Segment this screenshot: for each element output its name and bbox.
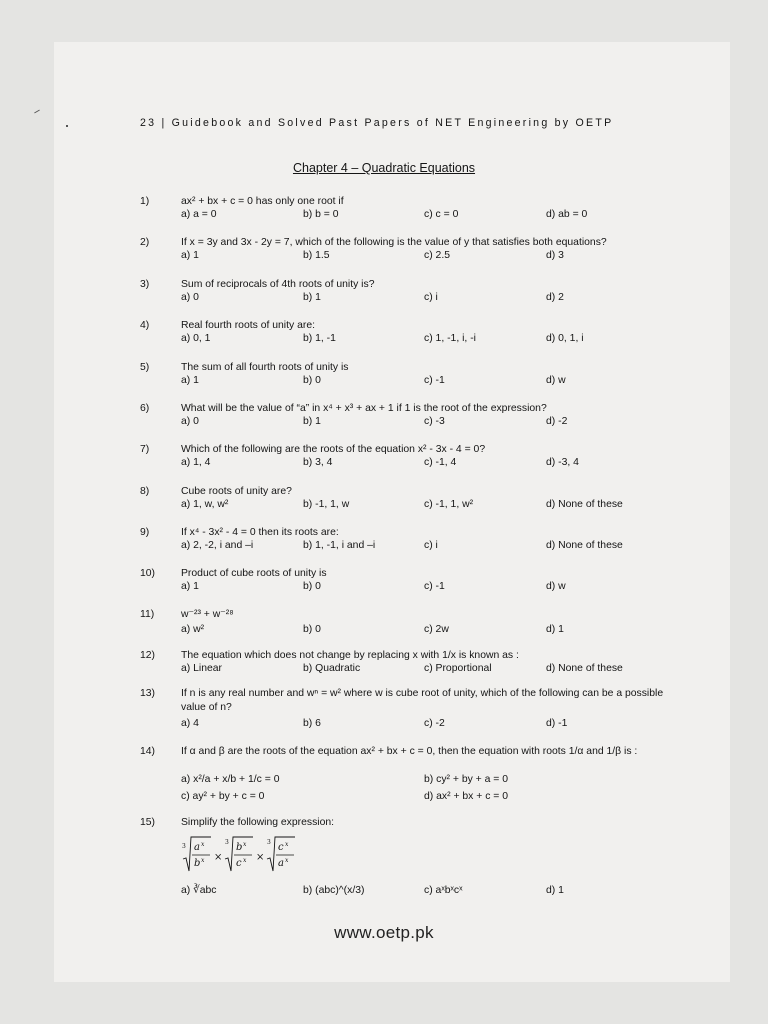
svg-text:b: b bbox=[194, 858, 201, 869]
question-stem: What will be the value of “a” in x⁴ + x³ + ax + 1 if 1 is the root of the expression? bbox=[181, 403, 547, 414]
option-d: d) -2 bbox=[546, 416, 568, 427]
option-d: d) None of these bbox=[546, 540, 623, 551]
question-stem: The equation which does not change by replacing x with 1/x is known as : bbox=[181, 650, 519, 661]
option-a: a) 1, w, w² bbox=[181, 499, 229, 510]
scan-mark bbox=[66, 125, 68, 127]
question-stem: w⁻²³ + w⁻²⁸ bbox=[181, 609, 234, 620]
question-stem: Sum of reciprocals of 4th roots of unity is? bbox=[181, 279, 375, 290]
option-d: d) None of these bbox=[546, 663, 623, 674]
option-c: c) i bbox=[424, 292, 438, 303]
question-stem: If x = 3y and 3x - 2y = 7, which of the following is the value of y that satisfies both equations? bbox=[181, 237, 607, 248]
option-c: c) -1, 1, w² bbox=[424, 499, 474, 510]
option-c: c) -2 bbox=[424, 718, 445, 729]
question-number: 8) bbox=[140, 486, 150, 497]
option-c: c) -3 bbox=[424, 416, 445, 427]
option-a: a) x²/a + x/b + 1/c = 0 bbox=[181, 774, 280, 785]
option-d: d) ax² + bx + c = 0 bbox=[424, 791, 509, 802]
question-number: 14) bbox=[140, 746, 156, 757]
question-stem: Simplify the following expression: bbox=[181, 817, 335, 828]
option-a: a) 1 bbox=[181, 581, 199, 592]
svg-text:x: x bbox=[285, 857, 289, 864]
option-a: a) 1 bbox=[181, 375, 199, 386]
question-number: 3) bbox=[140, 279, 150, 290]
question-number: 4) bbox=[140, 320, 150, 331]
svg-text:×: × bbox=[214, 852, 223, 863]
question-number: 12) bbox=[140, 650, 156, 661]
question-number: 7) bbox=[140, 444, 150, 455]
option-c: c) c = 0 bbox=[424, 209, 459, 220]
svg-text:a: a bbox=[278, 858, 284, 869]
svg-text:×: × bbox=[256, 852, 265, 863]
option-b: b) 1, -1, i and –i bbox=[303, 540, 376, 551]
question-number: 15) bbox=[140, 817, 156, 828]
option-b: b) 1.5 bbox=[303, 250, 330, 261]
option-d: d) 1 bbox=[546, 624, 564, 635]
option-b: b) -1, 1, w bbox=[303, 499, 350, 510]
question-number: 5) bbox=[140, 362, 150, 373]
svg-text:3: 3 bbox=[267, 839, 271, 846]
option-b: b) b = 0 bbox=[303, 209, 339, 220]
option-d: d) w bbox=[546, 375, 566, 386]
svg-text:x: x bbox=[243, 841, 247, 848]
option-d: d) 0, 1, i bbox=[546, 333, 584, 344]
question-stem: The sum of all fourth roots of unity is bbox=[181, 362, 349, 373]
option-d: d) w bbox=[546, 581, 566, 592]
svg-text:x: x bbox=[201, 841, 205, 848]
option-c: c) i bbox=[424, 540, 438, 551]
option-b: b) 1, -1 bbox=[303, 333, 336, 344]
option-a: a) 2, -2, i and –i bbox=[181, 540, 254, 551]
option-d: d) -3, 4 bbox=[546, 457, 579, 468]
option-c: c) aˣbˣcˣ bbox=[424, 885, 463, 896]
question-number: 1) bbox=[140, 196, 150, 207]
question-stem: Product of cube roots of unity is bbox=[181, 568, 327, 579]
question-stem: Which of the following are the roots of the equation x² - 3x - 4 = 0? bbox=[181, 444, 486, 455]
option-b: b) 0 bbox=[303, 375, 321, 386]
option-d: d) None of these bbox=[546, 499, 623, 510]
option-b: b) 1 bbox=[303, 416, 321, 427]
option-b: b) 1 bbox=[303, 292, 321, 303]
chapter-title: Chapter 4 – Quadratic Equations bbox=[292, 161, 476, 175]
option-c: c) 2.5 bbox=[424, 250, 450, 261]
option-a: a) w² bbox=[181, 624, 205, 635]
option-b: b) 0 bbox=[303, 624, 321, 635]
question-stem: ax² + bx + c = 0 has only one root if bbox=[181, 196, 344, 207]
question-number: 9) bbox=[140, 527, 150, 538]
question-number: 13) bbox=[140, 688, 156, 699]
svg-text:x: x bbox=[285, 841, 289, 848]
question-stem: Cube roots of unity are? bbox=[181, 486, 292, 497]
option-c: c) 2w bbox=[424, 624, 449, 635]
page-sheet bbox=[54, 42, 730, 982]
option-c: c) Proportional bbox=[424, 663, 492, 674]
question-stem: If n is any real number and wⁿ = w² where w is cube root of unity, which of the following can be a possible value of n? bbox=[181, 688, 664, 713]
option-c: c) -1 bbox=[424, 375, 445, 386]
option-a: a) 1 bbox=[181, 250, 199, 261]
svg-text:a: a bbox=[194, 842, 200, 853]
option-b: b) (abc)^(x/3) bbox=[303, 885, 365, 896]
svg-text:3: 3 bbox=[182, 843, 186, 850]
option-b: b) cy² + by + a = 0 bbox=[424, 774, 509, 785]
option-a: a) 4 bbox=[181, 718, 199, 729]
option-c: c) ay² + by + c = 0 bbox=[181, 791, 265, 802]
option-c: c) -1 bbox=[424, 581, 445, 592]
footer-url: www.oetp.pk bbox=[334, 923, 434, 942]
svg-text:x: x bbox=[201, 857, 205, 864]
option-a: a) Linear bbox=[181, 663, 223, 674]
option-a: a) 0, 1 bbox=[181, 333, 211, 344]
option-d: d) 2 bbox=[546, 292, 564, 303]
option-b: b) 0 bbox=[303, 581, 321, 592]
option-b: b) Quadratic bbox=[303, 663, 361, 674]
option-b: b) 6 bbox=[303, 718, 321, 729]
svg-text:b: b bbox=[236, 842, 243, 853]
svg-text:3: 3 bbox=[225, 839, 229, 846]
option-d: d) 3 bbox=[546, 250, 564, 261]
question-number: 10) bbox=[140, 568, 156, 579]
svg-text:c: c bbox=[236, 858, 242, 869]
option-d: d) -1 bbox=[546, 718, 568, 729]
question-number: 11) bbox=[140, 609, 155, 620]
scan-mark bbox=[34, 110, 40, 114]
q15-radical-expression bbox=[180, 835, 310, 875]
question-stem: Real fourth roots of unity are: bbox=[181, 320, 315, 331]
option-c: c) 1, -1, i, -i bbox=[424, 333, 476, 344]
option-a: a) 0 bbox=[181, 416, 199, 427]
question-stem: If x⁴ - 3x² - 4 = 0 then its roots are: bbox=[181, 527, 339, 538]
option-c: c) -1, 4 bbox=[424, 457, 457, 468]
option-a: a) 1, 4 bbox=[181, 457, 211, 468]
option-b: b) 3, 4 bbox=[303, 457, 333, 468]
svg-text:c: c bbox=[278, 842, 284, 853]
option-a: a) 0 bbox=[181, 292, 199, 303]
question-number: 2) bbox=[140, 237, 150, 248]
option-a: a) ∛abc bbox=[181, 885, 217, 896]
svg-text:x: x bbox=[243, 857, 247, 864]
option-a: a) a = 0 bbox=[181, 209, 217, 220]
option-d: d) 1 bbox=[546, 885, 564, 896]
question-stem: If α and β are the roots of the equation ax² + bx + c = 0, then the equation with roots 1/α and 1/β is : bbox=[181, 746, 638, 757]
question-number: 6) bbox=[140, 403, 150, 414]
page-header: 23 | Guidebook and Solved Past Papers of NET Engineering by OETP bbox=[140, 117, 614, 129]
option-d: d) ab = 0 bbox=[546, 209, 588, 220]
